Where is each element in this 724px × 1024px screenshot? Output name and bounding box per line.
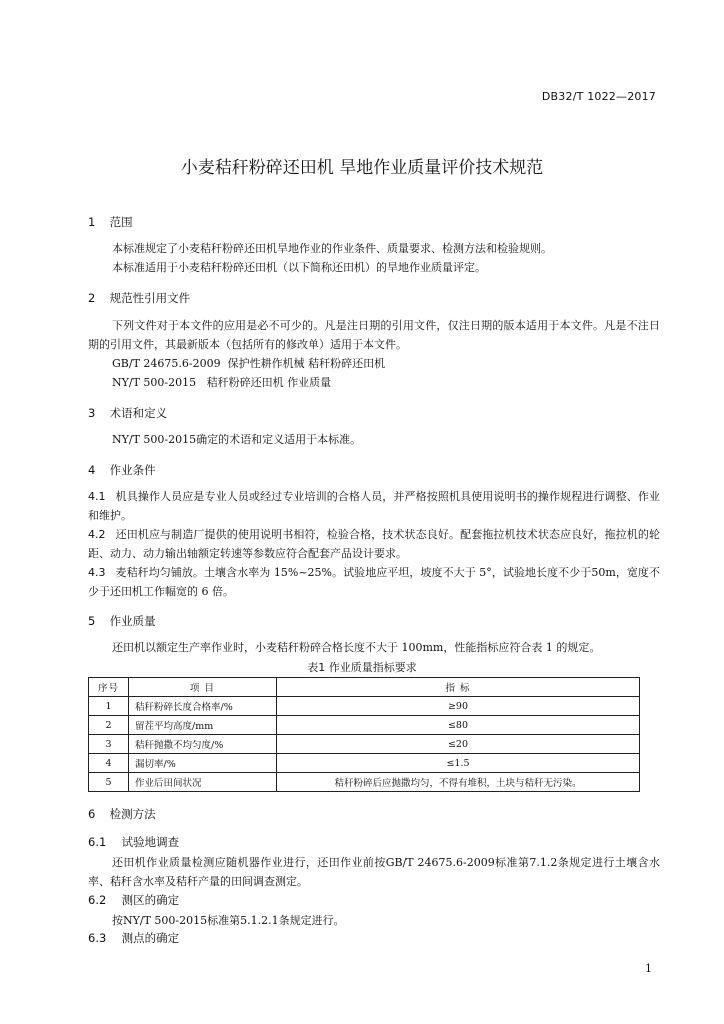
clause-text: 还田机应与制造厂提供的使用说明书相符，检验合格，技术状态良好。配套拖拉机技术状态应良好，拖拉机的轮距、动力、动力输出轴额定转速等参数应符合配套产品设计要求。 [88,528,660,560]
paragraph: 还田机作业质量检测应随机器作业进行，还田作业前按GB/T 24675.6-2009标准第7.1.2条规定进行土壤含水率、秸秆含水率及秸秆产量的田间调查测定。 [88,856,660,888]
item-index: 秸秆粉碎后应抛撒均匀，不得有堆积，土块与秸秆无污染。 [277,773,640,792]
clause-number: 6.2 [88,893,107,907]
quality-index-table [88,677,640,792]
section-number: 1 [88,215,96,229]
column-header: 序号 [89,678,129,697]
column-header: 指 标 [277,678,640,697]
section-title: 范围 [109,215,133,229]
section-title: 作业条件 [109,463,156,477]
section-3-heading [88,405,167,421]
row-index: 4 [89,754,129,773]
clause-title: 试验地调查 [121,835,180,849]
table-row [89,773,640,792]
table-row [89,754,640,773]
clause-6-1-heading [88,834,179,850]
standard-number: DB32/T 1022—2017 [541,90,656,103]
section-number: 4 [88,463,96,477]
normative-reference: NY/T 500-2015 秸秆粉碎还田机 作业质量 [112,376,332,389]
column-header: 项 目 [129,678,277,697]
clause-text: 机具操作人员应是专业人员或经过专业培训的合格人员，并严格按照机具使用说明书的操作规程进行调整、作业和维护。 [88,490,660,522]
clause-number: 4.1 [88,490,106,503]
item-index: ≤80 [277,716,640,735]
table-row [89,697,640,716]
document-title: 小麦秸秆粉碎还田机 旱地作业质量评价技术规范 [180,158,544,178]
clause-4-2 [88,525,660,563]
paragraph: 下列文件对于本文件的应用是必不可少的。凡是注日期的引用文件，仅注日期的版本适用于本文件。凡是不注日期的引用文件，其最新版本（包括所有的修改单）适用于本文件。 [88,319,660,351]
item-name: 秸秆抛撒不均匀度/% [129,735,277,754]
clause-text: 麦秸秆均匀铺放。土壤含水率为 15%~25%。试验地应平坦，坡度不大于 5°，试验地长度不少于50m，宽度不少于还田机工作幅宽的 6 倍。 [88,566,660,598]
clause-6-2-heading [88,892,179,908]
section-2-heading [88,290,190,306]
page-number: 1 [645,962,652,975]
section-1-heading [88,214,133,230]
item-index: ≤20 [277,735,640,754]
clause-number: 4.2 [88,528,106,541]
section-4-heading [88,462,156,478]
section-number: 2 [88,291,96,305]
paragraph: 本标准规定了小麦秸秆粉碎还田机旱地作业的作业条件、质量要求、检测方法和检验规则。 [112,242,552,255]
clause-title: 测区的确定 [121,893,180,907]
section-6-heading [88,806,156,822]
paragraph: 按NY/T 500-2015标准第5.1.2.1条规定进行。 [112,914,345,927]
clause-number: 6.3 [88,931,107,945]
clause-title: 测点的确定 [121,931,180,945]
section-5-heading [88,613,156,629]
item-name: 留茬平均高度/mm [129,716,277,735]
table-header-row [89,678,640,697]
clause-4-3 [88,563,660,601]
item-index: ≥90 [277,697,640,716]
paragraph: 本标准适用于小麦秸秆粉碎还田机（以下简称还田机）的旱地作业质量评定。 [112,261,486,274]
paragraph: NY/T 500-2015确定的术语和定义适用于本标准。 [112,433,362,446]
section-number: 6 [88,807,96,821]
paragraph: 还田机以额定生产率作业时，小麦秸秆粉碎合格长度不大于 100mm，性能指标应符合表 1 的规定。 [112,641,601,654]
row-index: 5 [89,773,129,792]
clause-6-3-heading [88,930,179,946]
clause-number: 4.3 [88,566,106,579]
table-row [89,716,640,735]
row-index: 3 [89,735,129,754]
normative-reference: GB/T 24675.6-2009 保护性耕作机械 秸秆粉碎还田机 [112,357,386,370]
table-caption: 表1 作业质量指标要求 [307,661,417,674]
item-name: 漏切率/% [129,754,277,773]
section-title: 作业质量 [109,614,156,628]
section-number: 3 [88,406,96,420]
item-name: 秸秆粉碎长度合格率/% [129,697,277,716]
section-title: 检测方法 [109,807,156,821]
row-index: 1 [89,697,129,716]
item-name: 作业后田间状况 [129,773,277,792]
row-index: 2 [89,716,129,735]
table-row [89,735,640,754]
section-title: 术语和定义 [109,406,168,420]
clause-4-1 [88,487,660,525]
section-number: 5 [88,614,96,628]
item-index: ≤1.5 [277,754,640,773]
clause-number: 6.1 [88,835,107,849]
section-title: 规范性引用文件 [109,291,191,305]
